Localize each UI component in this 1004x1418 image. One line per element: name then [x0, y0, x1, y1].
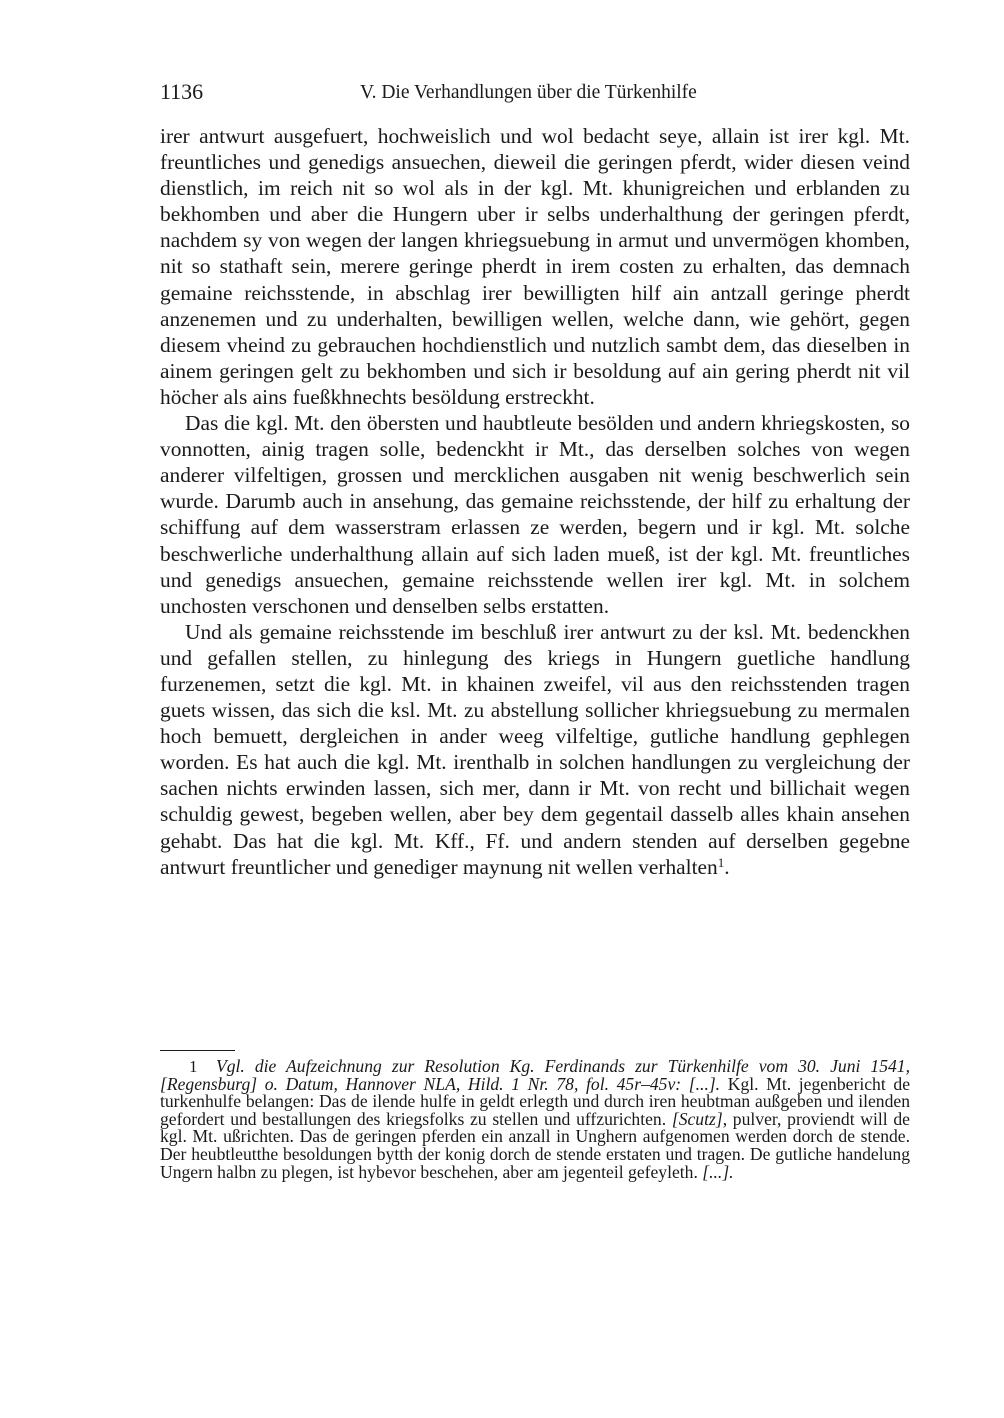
paragraph-3-text: Und als gemaine reichsstende im beschluß irer antwurt zu der ksl. Mt. bedenckhen und gefallen stellen, zu hinlegung des kriegs in Hungern guetliche handlung furzenemen, setzt die kgl. Mt. in khainen zweifel, vil aus den reichsstenden tragen guets wissen, das sich die ksl. Mt. zu abstellung sollicher khriegsuebung zu mermalen hoch bemuett, dergleichen in ander weeg vilfeltige, gutliche handlung gephlegen worden. Es hat auch die kgl. Mt. irenthalb in solchen handlungen zu vergleichung der sachen nichts erwinden lassen, sich mer, dann ir Mt. von recht und billichait wegen schuldig gewest, begeben wellen, aber bey dem gegentail dasselb alles khain ansehen gehabt. Das hat die kgl. Mt. Kff., Ff. und andern stenden auf derselben gegebne antwurt freuntlicher und genediger maynung nit wellen verhalten: [160, 619, 910, 879]
footnote-quote-part-2: , pulver, proviendt will de kgl. Mt. ußrichten. Das de geringen pferden ein anzall in Unghern aufgenomen werden dorch de stende. Der heubtleutthe besoldungen bytth der konig dorch de stende erstaten und tragen. De gutliche handelung Ungern halbn zu plegen, ist hybevor beschehen, aber am jegenteil gefeyleth.: [160, 1108, 910, 1182]
footnote-quote-part-1: Kgl. Mt. jegenbericht de turkenhulfe belangen: Das de ilende hulfe in geldt erlegth und durch iren heubtman außgeben und ilenden gefordert und bestallungen des kriegsfolks zu stellen und uffzurichten.: [160, 1073, 910, 1129]
footnote-1: [160, 1058, 910, 1181]
footnote-paragraph: [160, 1058, 910, 1181]
paragraph-3: Und als gemaine reichsstende im beschluß irer antwurt zu der ksl. Mt. bedenckhen und gefallen stellen, zu hinlegung des kriegs in Hungern guetliche handlung furzenemen, setzt die kgl. Mt. in khainen zweifel, vil aus den reichsstenden tragen guets wissen, das sich die ksl. Mt. zu abstellung sollicher khriegsuebung zu mermalen hoch bemuett, dergleichen in ander weeg vilfeltige, gutliche handlung gephlegen worden. Es hat auch die kgl. Mt. irenthalb in solchen handlungen zu vergleichung der sachen nichts erwinden lassen, sich mer, dann ir Mt. von recht und billichait wegen schuldig gewest, begeben wellen, aber bey dem gegentail dasselb alles khain ansehen gehabt. Das hat die kgl. Mt. Kff., Ff. und andern stenden auf derselben gegebne antwurt freuntlicher und genediger maynung nit wellen verhalten$^1$.: [160, 619, 910, 879]
main-text: [160, 123, 910, 880]
footnote-ellipsis: [...]: [702, 1161, 730, 1182]
paragraph-2: Das die kgl. Mt. den öbersten und haubtleute besölden und andern khriegskosten, so vonnotten, ainig tragen solle, bedenckht ir Mt., das derselben solches von wegen anderer vilfeltigen, grossen und mercklichen ausgaben nit wenig beschwerlich sein wurde. Darumb auch in ansehung, das gemaine reichsstende, der hilf zu erhaltung der schiffung auf dem wasserstram erlassen ze werden, begern und ir kgl. Mt. solche beschwerliche underhalthung allain auf sich laden mueß, ist der kgl. Mt. freuntliches und genedigs ansuechen, gemaine reichsstende wellen irer kgl. Mt. in solchem unchosten verschonen und denselben selbs erstatten.: [160, 411, 910, 618]
page-number: 1136: [160, 79, 204, 104]
running-head: V. Die Verhandlungen über die Türkenhilfe: [360, 82, 697, 103]
footnote-divider: [160, 1050, 235, 1051]
paragraph-1: irer antwurt ausgefuert, hochweislich und wol bedacht seye, allain ist irer kgl. Mt. freuntliches und genedigs ansuechen, dieweil die geringen pferdt, wider diesen veind dienstlich, im reich nit so wol als in der kgl. Mt. khunigreichen und erblanden zu bekhomben und aber die Hungern uber ir selbs underhalthung der geringen pferdt, nachdem sy von wegen der langen khriegsuebung in armut und unvermögen khomben, nit so stathaft sein, merere geringe pherdt in irem costen zu erhalten, das demnach gemaine reichsstende, in abschlag irer bewilligten hilf ain antzall geringe pherdt anzenemen und zu underhalten, bewilligen wellen, welche dann, wie gehört, gegen diesem vheind zu gebrauchen hochdienstlich und nutzlich sambt dem, das dieselben in ainem geringen gelt zu bekhomben und sich ir besoldung auf ain gering pherdt nit vil höcher als ains fueßkhnechts besöldung erstreckht.: [160, 124, 910, 409]
footnote-source-citation: Vgl. die Aufzeichnung zur Resolution Kg. Ferdinands zur Türkenhilfe vom 30. Juni 1541, [Regensburg] o. Datum, Hannover NLA, Hild. 1 Nr. 78, fol. 45r–45v: [...].: [160, 1056, 910, 1094]
footnote-number: 1: [189, 1057, 198, 1076]
footnote-end-period: .: [729, 1161, 734, 1182]
footnote-editorial-insert: [Scutz]: [671, 1108, 723, 1129]
footnote-reference[interactable]: 1: [717, 854, 725, 870]
